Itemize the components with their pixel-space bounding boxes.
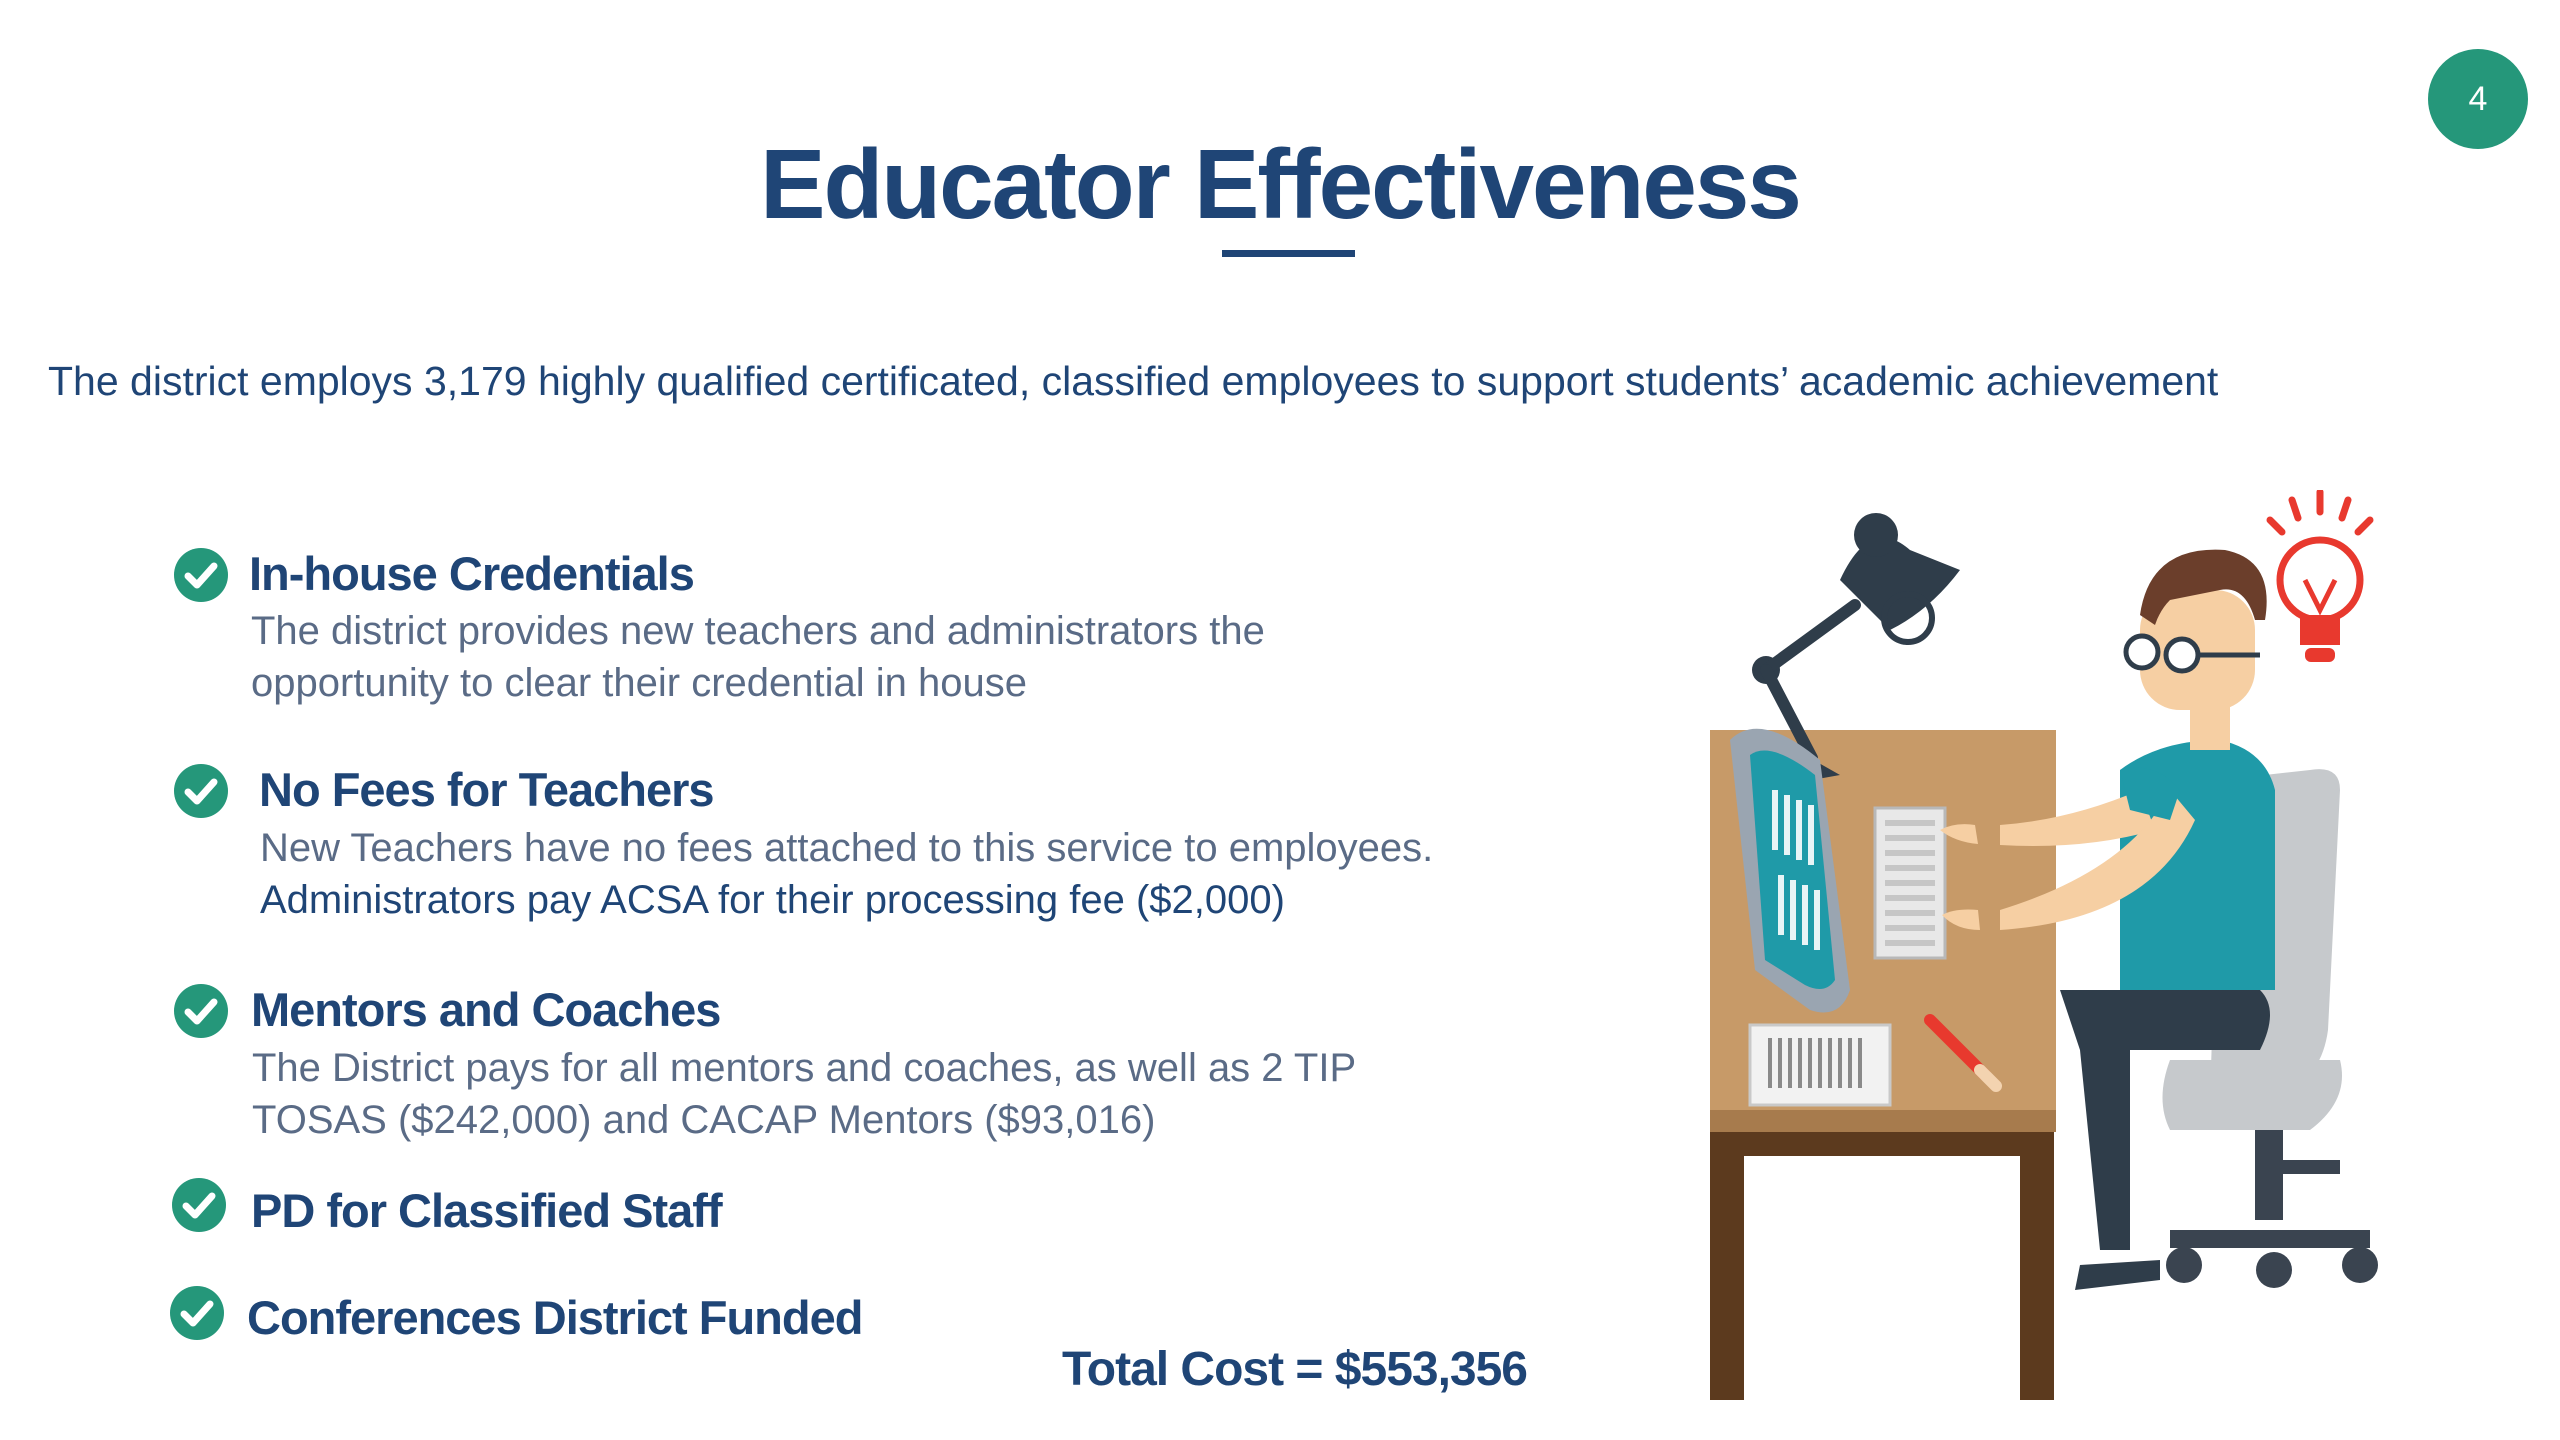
item-description-line: New Teachers have no fees attached to this service to employees. [260, 826, 1434, 870]
desk-rail [1710, 1130, 2054, 1156]
slide-subtitle: The district employs 3,179 highly qualified certificated, classified employees to support students’ academic achievement [48, 358, 2219, 404]
keyboard [1875, 808, 1945, 958]
person-at-desk-illustration [1700, 490, 2400, 1400]
page-number: 4 [2468, 79, 2488, 118]
item-description-line: TOSAS ($242,000) and CACAP Mentors ($93,016) [252, 1098, 1156, 1142]
total-cost: Total Cost = $553,356 [1062, 1343, 1527, 1396]
check-circle-icon [172, 1178, 226, 1232]
title-underline [1222, 250, 1355, 257]
item-description-emphasis: Administrators pay ACSA for their processing fee ($2,000) [260, 878, 1285, 922]
lightbulb-icon [2270, 492, 2370, 662]
item-title: Mentors and Coaches [251, 983, 721, 1036]
book-stack [1750, 1025, 1890, 1105]
check-circle-icon [170, 1286, 224, 1340]
check-circle-icon [174, 548, 228, 602]
item-title: In-house Credentials [249, 547, 694, 600]
slide-title: Educator Effectiveness [760, 129, 1800, 239]
item-title: PD for Classified Staff [251, 1184, 722, 1237]
item-description-line: The District pays for all mentors and coaches, as well as 2 TIP [252, 1046, 1357, 1090]
item-title: Conferences District Funded [247, 1291, 863, 1344]
check-circle-icon [174, 984, 228, 1038]
item-description-line: opportunity to clear their credential in house [251, 661, 1028, 705]
item-description-line: The district provides new teachers and administrators the [251, 609, 1265, 653]
check-circle-icon [174, 764, 228, 818]
item-description-line [260, 874, 1285, 926]
item-title: No Fees for Teachers [259, 763, 714, 816]
desk-top-edge [1710, 1110, 2056, 1132]
